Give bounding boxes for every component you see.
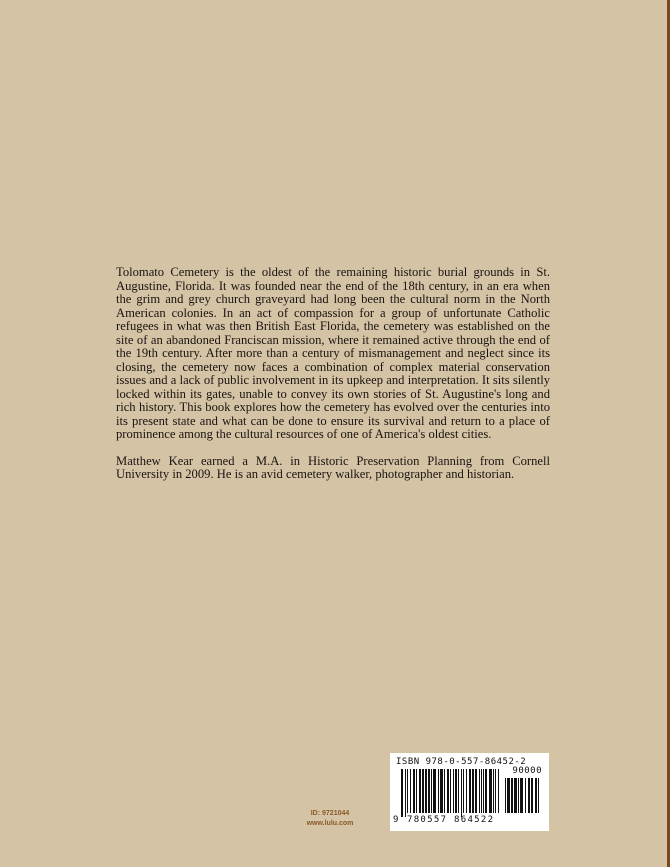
- author-bio: Matthew Kear earned a M.A. in Historic Preservation Planning from Cornell University in 2009. He is an avid cemetery walker, photographer and historian.: [116, 453, 550, 481]
- barcode-bar: [455, 769, 457, 813]
- barcode-bar: [422, 769, 424, 813]
- book-description: Tolomato Cemetery is the oldest of the remaining historic burial grounds in St. Augustine, Florida. It was founded near the end of the 18th century, in an era when the grim and grey church graveyard had long been the cultural norm in the North American colonies. In an act of compassion for a group of unfortunate Catholic refugees in what was then British East Florida, the cemetery was established on the site of an abandoned Franciscan mission, where it remained active through the end of the 19th century. After more than a century of mismanagement and neglect since its closing, the cemetery now faces a combination of complex material conservation issues and a lack of public involvement in its upkeep and interpretation. It sits silently locked within its gates, unable to convey its own stories of St. Augustine's long and rich history. This book explores how the cemetery has evolved over the centuries into its present state and what can be done to ensure its survival and return to a place of prominence among the cultural resources of one of America's oldest cities.: [116, 265, 550, 441]
- barcode-first-digit: 9: [393, 815, 399, 825]
- barcode-bar: [475, 769, 477, 813]
- barcode-bar: [525, 778, 526, 813]
- barcode-bar: [495, 769, 496, 813]
- barcode-bar: [419, 769, 421, 813]
- publisher-url: www.lulu.com: [306, 820, 354, 827]
- addon-bars: [505, 778, 541, 817]
- barcode-bar: [416, 769, 417, 813]
- barcode-bar: [463, 769, 464, 813]
- publisher-id: ID: 9721044: [310, 810, 350, 817]
- barcode-bar: [458, 769, 459, 813]
- barcode-bar: [489, 769, 492, 813]
- barcode-bar: [493, 769, 494, 813]
- isbn-label: ISBN 978-0-557-86452-2: [396, 757, 527, 767]
- barcode-bar: [498, 769, 499, 813]
- isbn-barcode: [390, 753, 549, 831]
- barcode-bar: [413, 769, 415, 813]
- barcode-bar: [514, 778, 517, 813]
- barcode-bar: [518, 778, 519, 813]
- barcode-bar: [428, 769, 430, 813]
- barcode-bar: [481, 769, 482, 813]
- barcode-bar: [520, 778, 523, 813]
- barcode-bar: [407, 769, 408, 813]
- ean13-bars: [401, 769, 501, 817]
- barcode-bar: [440, 769, 443, 813]
- barcode-bar: [450, 769, 451, 813]
- barcode-bar: [511, 778, 513, 813]
- back-cover-blurb: [116, 266, 550, 482]
- barcode-bar: [401, 769, 403, 817]
- barcode-bar: [531, 778, 533, 813]
- barcode-bar: [535, 778, 537, 813]
- price-code: 90000: [512, 766, 542, 776]
- barcode-bar: [433, 769, 436, 813]
- barcode-bar: [444, 769, 445, 813]
- barcode-bar: [453, 769, 454, 813]
- barcode-bar: [466, 769, 467, 813]
- barcode-bar: [461, 769, 462, 817]
- barcode-bar: [528, 778, 530, 813]
- barcode-bar: [438, 769, 439, 813]
- barcode-bar: [538, 778, 539, 813]
- barcode-bar: [505, 778, 506, 813]
- barcode-bar: [483, 769, 484, 813]
- barcode-bar: [479, 769, 480, 813]
- barcode-bar: [425, 769, 427, 813]
- barcode-bar: [485, 769, 487, 813]
- publisher-info: [300, 809, 360, 829]
- barcode-bar: [431, 769, 432, 813]
- barcode-bar: [469, 769, 471, 813]
- barcode-bar: [405, 769, 406, 817]
- barcode-bar: [507, 778, 510, 813]
- barcode-bar: [410, 769, 411, 813]
- barcode-bar: [447, 769, 449, 813]
- barcode-digits: 780557 864522: [407, 815, 495, 825]
- barcode-bar: [472, 769, 474, 813]
